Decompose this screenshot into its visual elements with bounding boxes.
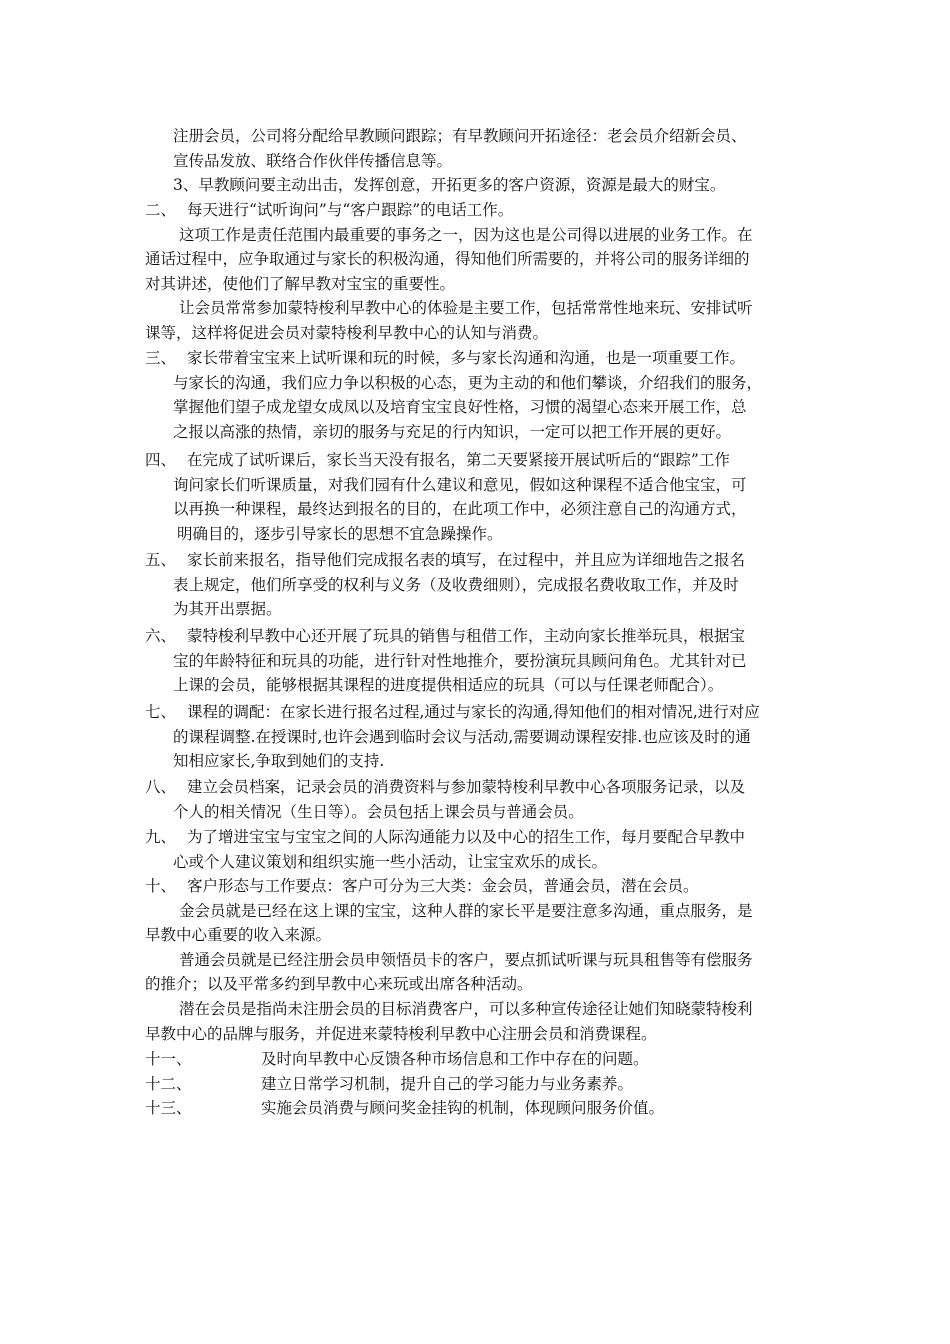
section-13 xyxy=(145,1096,815,1121)
section-heading xyxy=(145,624,815,649)
text-line: 潜在会员是指尚未注册会员的目标消费客户，可以多种宣传途径让她们知晓蒙特梭利 xyxy=(179,999,753,1018)
section-number: 四、 xyxy=(145,451,177,469)
section-number: 十二、 xyxy=(145,1074,192,1093)
section-number: 八、 xyxy=(145,778,177,796)
section-heading xyxy=(145,825,815,850)
section-number: 十一、 xyxy=(145,1050,192,1068)
section-number: 五、 xyxy=(145,551,177,569)
section-heading xyxy=(145,548,815,573)
section-text: 建立会员档案，记录会员的消费资料与参加蒙特梭利早教中心各项服务记录，以及 xyxy=(187,778,746,796)
text-line: 普通会员就是已经注册会员申领悟员卡的客户，要点抓试听课与玩具租售等有偿服务 xyxy=(179,950,753,969)
section-11 xyxy=(145,1047,815,1072)
section-number: 十、 xyxy=(145,877,177,895)
section-12 xyxy=(145,1072,815,1097)
text-line: 明确目的，逐步引导家长的思想不宜急躁操作。 xyxy=(177,524,503,543)
section-5 xyxy=(145,548,815,622)
section-title: 客户形态与工作要点：客户可分为三大类：金会员，普通会员，潜在会员。 xyxy=(187,877,699,895)
section-text: 课程的调配：在家长进行报名过程,通过与家长的沟通,得知他们的相对情况,进行对应 xyxy=(187,703,760,721)
text-line: 早教中心的品牌与服务，并促进来蒙特梭利早教中心注册会员和消费课程。 xyxy=(145,1024,657,1043)
section-10 xyxy=(145,874,815,1046)
text-line: 以再换一种课程，最终达到报名的目的，在此项工作中，必须注意自己的沟通方式， xyxy=(173,500,747,519)
section-heading xyxy=(145,700,815,725)
text-line: 的课程调整.在授课时,也许会遇到临时会议与活动,需要调动课程安排.也应该及时的通 xyxy=(173,727,751,746)
text-line: 为其开出票据。 xyxy=(173,600,282,619)
text-line: 的推介；以及平常多约到早教中心来玩或出席各种活动。 xyxy=(145,975,533,994)
section-text: 蒙特梭利早教中心还开展了玩具的销售与租借工作，主动向家长推举玩具，根据宝 xyxy=(187,627,746,645)
text-line: 知相应家长,争取到她们的支持. xyxy=(173,752,385,771)
section-number: 十三、 xyxy=(145,1099,192,1118)
text-line: 金会员就是已经在这上课的宝宝，这种人群的家长平是要注意多沟通，重点服务，是 xyxy=(179,901,753,920)
text-line: 表上规定，他们所享受的权利与义务（及收费细则），完成报名费收取工作，并及时 xyxy=(173,575,739,594)
text-line: 通话过程中，应争取通过与家长的积极沟通，得知他们所需要的，并将公司的服务详细的 xyxy=(145,250,750,269)
section-4 xyxy=(145,448,815,546)
section-text: 为了增进宝宝与宝宝之间的人际沟通能力以及中心的招生工作，每月要配合早教中 xyxy=(187,828,746,846)
section-number: 七、 xyxy=(145,703,177,721)
text-line: 课等，这样将促进会员对蒙特梭利早教中心的认知与消费。 xyxy=(145,323,549,342)
point-3: 3、早教顾问要主动出击，发挥创意，开拓更多的客户资源，资源是最大的财宝。 xyxy=(173,176,726,195)
section-heading xyxy=(145,198,815,223)
section-8 xyxy=(145,775,815,824)
section-heading xyxy=(145,874,815,899)
section-text: 在完成了试听课后，家长当天没有报名，第二天要紧接开展试听后的“跟踪”工作 xyxy=(187,451,730,469)
section-text: 实施会员消费与顾问奖金挂钩的机制，体现顾问服务价值。 xyxy=(261,1099,665,1118)
text-line: 宣传品发放、联络合作伙伴传播信息等。 xyxy=(173,151,453,170)
text-line: 宝的年龄特征和玩具的功能，进行针对性地推介，要扮演玩具顾问角色。尤其针对已 xyxy=(173,651,747,670)
section-heading xyxy=(145,346,815,371)
text-line: 上课的会员，能够根据其课程的进度提供相适应的玩具（可以与任课老师配合）。 xyxy=(173,676,724,695)
section-number: 六、 xyxy=(145,627,177,645)
section-number: 九、 xyxy=(145,828,177,846)
section-title: 每天进行“试听询问”与“客户跟踪”的电话工作。 xyxy=(187,201,514,219)
section-heading xyxy=(145,448,815,473)
section-6 xyxy=(145,624,815,698)
section-heading xyxy=(145,775,815,800)
text-line: 早教中心重要的收入来源。 xyxy=(145,926,332,945)
text-line: 这项工作是责任范围内最重要的事务之一，因为这也是公司得以进展的业务工作。在 xyxy=(179,225,753,244)
top-continuation xyxy=(145,124,815,198)
section-2 xyxy=(145,198,815,346)
section-7 xyxy=(145,700,815,774)
section-11-13 xyxy=(145,1047,815,1121)
section-text: 家长前来报名，指导他们完成报名表的填写，在过程中，并且应为详细地告之报名 xyxy=(187,551,746,569)
section-text: 建立日常学习机制，提升自己的学习能力与业务素养。 xyxy=(261,1074,634,1093)
text-line: 对其讲述，使他们了解早教对宝宝的重要性。 xyxy=(145,274,456,293)
section-number: 二、 xyxy=(145,201,177,219)
text-line: 让会员常常参加蒙特梭利早教中心的体验是主要工作，包括常常性地来玩、安排试听 xyxy=(179,299,753,318)
text-line: 心或个人建议策划和组织实施一些小活动，让宝宝欢乐的成长。 xyxy=(173,852,608,871)
text-line: 注册会员，公司将分配给早教顾问跟踪；有早教顾问开拓途径：老会员介绍新会员、 xyxy=(173,127,747,145)
text-line: 掌握他们望子成龙望女成凤以及培育宝宝良好性格，习惯的渴望心态来开展工作，总 xyxy=(173,398,747,417)
section-3 xyxy=(145,346,815,444)
text-line: 之报以高涨的热情，亲切的服务与充足的行内知识，一定可以把工作开展的更好。 xyxy=(173,422,732,441)
section-9 xyxy=(145,825,815,874)
text-line: 与家长的沟通，我们应力争以积极的心态，更为主动的和他们攀谈，介绍我们的服务， xyxy=(173,373,763,392)
text-line: 个人的相关情况（生日等）。会员包括上课会员与普通会员。 xyxy=(173,802,584,821)
section-number: 三、 xyxy=(145,349,177,367)
section-text: 及时向早教中心反馈各种市场信息和工作中存在的问题。 xyxy=(261,1050,649,1068)
section-text: 家长带着宝宝来上试听课和玩的时候，多与家长沟通和沟通，也是一项重要工作。 xyxy=(187,349,746,367)
text-line: 询问家长们听课质量，对我们园有什么建议和意见，假如这种课程不适合他宝宝，可 xyxy=(173,475,747,494)
